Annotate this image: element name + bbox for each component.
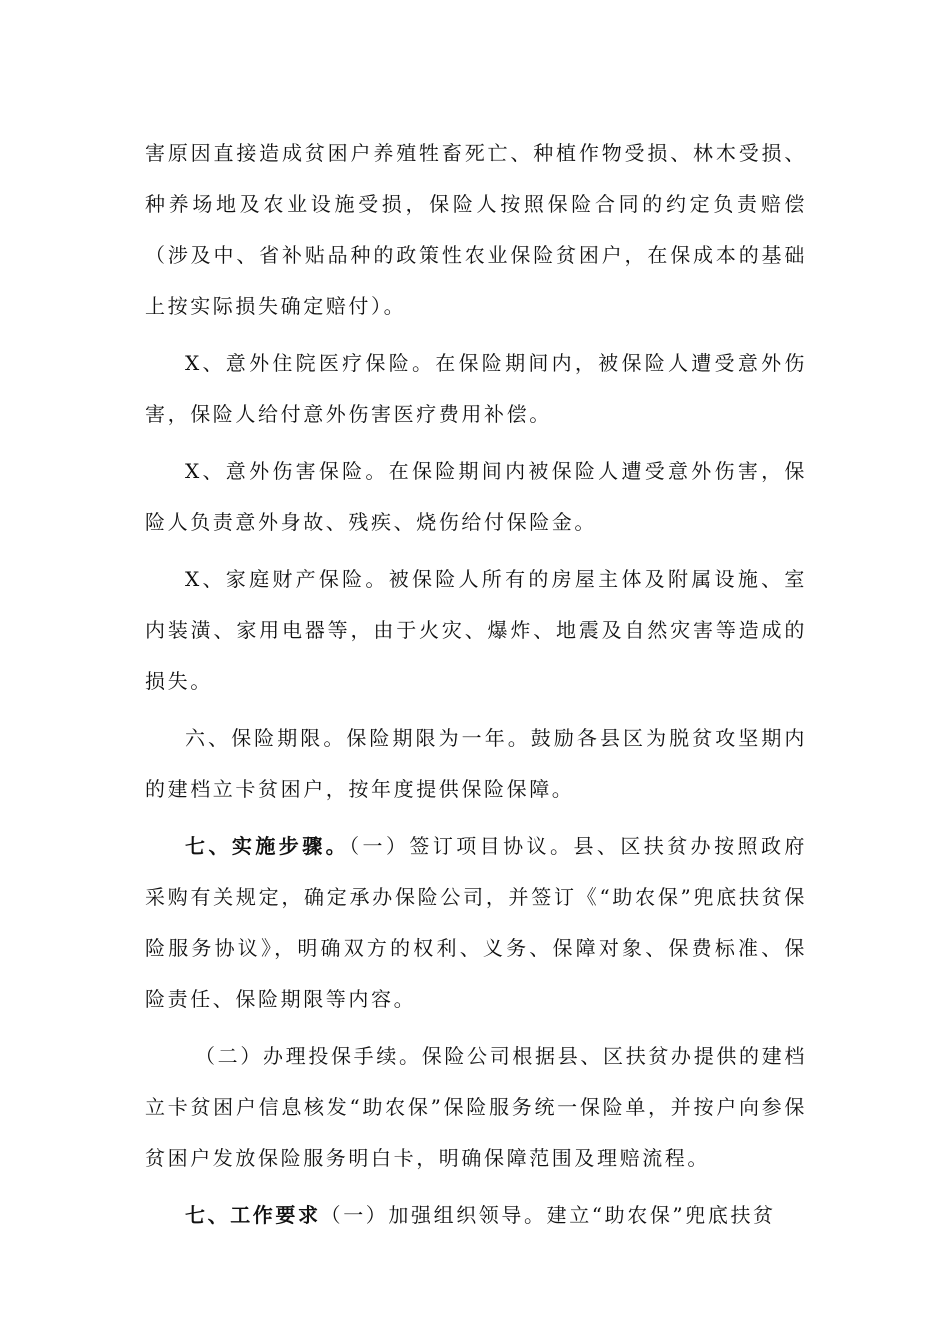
paragraph-implementation-steps <box>145 821 807 1025</box>
section-heading: 七、工作要求 <box>185 1203 321 1227</box>
paragraph-accident-hospital-insurance <box>145 338 807 440</box>
paragraph-accident-injury-insurance <box>145 446 807 548</box>
paragraph-agri-insurance-continued <box>145 128 807 332</box>
paragraph-text: X、意外伤害保险。在保险期间内被保险人遭受意外伤害，保险人负责意外身故、残疾、烧伤给付保险金。 <box>145 459 807 534</box>
paragraph-text: （一）签订项目协议。县、区扶贫办按照政府采购有关规定，确定承办保险公司，并签订《“助农保”兜底扶贫保险服务协议》，明确双方的权利、义务、保障对象、保费标准、保险责任、保险期限等内容。 <box>145 834 808 1011</box>
paragraph-text: （一）加强组织领导。建立“助农保”兜底扶贫 <box>320 1203 776 1227</box>
paragraph-enrollment-procedures <box>145 1031 807 1184</box>
section-heading: 七、实施步骤。 <box>185 834 350 858</box>
paragraph-text: X、家庭财产保险。被保险人所有的房屋主体及附属设施、室内装潢、家用电器等，由于火灾、爆炸、地震及自然灾害等造成的损失。 <box>145 567 807 693</box>
paragraph-text: （二）办理投保手续。保险公司根据县、区扶贫办提供的建档立卡贫困户信息核发“助农保”保险服务统一保险单，并按户向参保贫困户发放保险服务明白卡，明确保障范围及理赔流程。 <box>145 1044 807 1170</box>
paragraph-insurance-period <box>145 713 807 815</box>
paragraph-text: 六、保险期限。保险期限为一年。鼓励各县区为脱贫攻坚期内的建档立卡贫困户，按年度提供保险保障。 <box>145 726 807 801</box>
paragraph-home-property-insurance <box>145 554 807 707</box>
paragraph-work-requirements <box>145 1190 807 1241</box>
document-body <box>145 128 807 1247</box>
paragraph-text: 害原因直接造成贫困户养殖牲畜死亡、种植作物受损、林木受损、种养场地及农业设施受损，保险人按照保险合同的约定负责赔偿（涉及中、省补贴品种的政策性农业保险贫困户，在保成本的基础上按实际损失确定赔付）。 <box>145 141 807 318</box>
paragraph-text: X、意外住院医疗保险。在保险期间内，被保险人遭受意外伤害，保险人给付意外伤害医疗费用补偿。 <box>145 351 807 426</box>
